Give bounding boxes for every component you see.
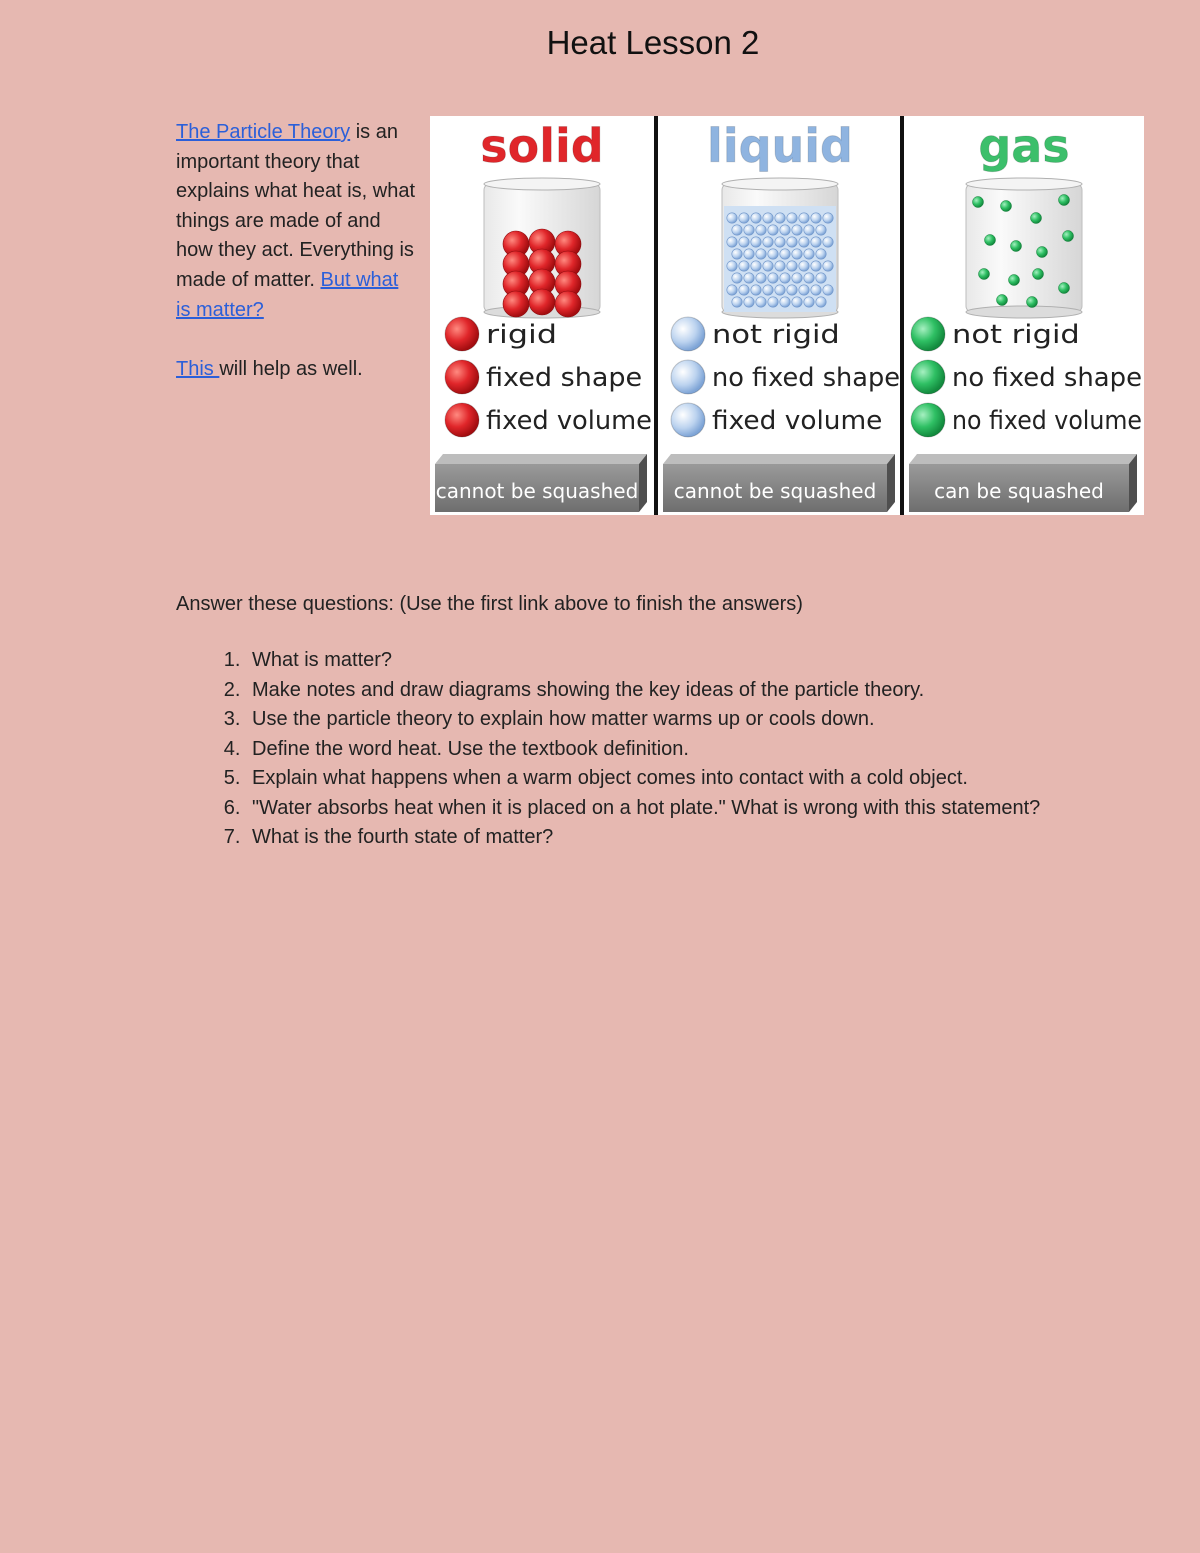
particle-icon bbox=[529, 289, 555, 315]
particle-icon bbox=[732, 249, 742, 259]
particle-icon bbox=[768, 249, 778, 259]
liquid-dot-icon bbox=[671, 360, 705, 394]
gas-heading: gas bbox=[978, 119, 1070, 173]
particle-icon bbox=[1011, 241, 1022, 252]
solid-property: fixed volume bbox=[486, 406, 652, 436]
gas-footer: can be squashed bbox=[934, 479, 1104, 503]
particle-icon bbox=[780, 249, 790, 259]
gas-property: not rigid bbox=[952, 320, 1080, 350]
particle-icon bbox=[1037, 247, 1048, 258]
particle-icon bbox=[811, 261, 821, 271]
gas-dot-icon bbox=[911, 360, 945, 394]
particle-icon bbox=[1031, 213, 1042, 224]
particle-icon bbox=[1027, 297, 1038, 308]
particle-icon bbox=[780, 297, 790, 307]
column-divider bbox=[654, 116, 658, 515]
particle-icon bbox=[739, 285, 749, 295]
liquid-property: not rigid bbox=[712, 320, 840, 350]
particle-icon bbox=[739, 213, 749, 223]
particle-icon bbox=[763, 237, 773, 247]
particle-icon bbox=[811, 213, 821, 223]
particle-icon bbox=[727, 261, 737, 271]
particle-icon bbox=[799, 285, 809, 295]
particle-icon bbox=[799, 213, 809, 223]
questions-lead: Answer these questions: (Use the first link above to finish the answers) bbox=[176, 593, 803, 615]
beaker-icon bbox=[722, 178, 838, 318]
particle-icon bbox=[1033, 269, 1044, 280]
what-is-matter-link[interactable]: But what is matter? bbox=[176, 268, 399, 321]
particle-icon bbox=[792, 249, 802, 259]
intro-text bbox=[176, 118, 416, 385]
particle-icon bbox=[751, 285, 761, 295]
particle-icon bbox=[985, 235, 996, 246]
particle-icon bbox=[732, 297, 742, 307]
solid-column bbox=[435, 119, 652, 512]
footer-bar bbox=[639, 454, 647, 512]
particle-icon bbox=[804, 273, 814, 283]
particle-icon bbox=[727, 213, 737, 223]
particle-icon bbox=[1059, 195, 1070, 206]
particle-icon bbox=[756, 273, 766, 283]
particle-icon bbox=[792, 273, 802, 283]
question-item: 1. What is matter? bbox=[246, 646, 1136, 676]
particle-icon bbox=[732, 225, 742, 235]
particle-icon bbox=[816, 297, 826, 307]
particle-icon bbox=[775, 237, 785, 247]
particle-icon bbox=[744, 297, 754, 307]
particle-icon bbox=[973, 197, 984, 208]
footer-bar bbox=[909, 454, 1137, 464]
particle-icon bbox=[732, 273, 742, 283]
particle-icon bbox=[823, 213, 833, 223]
particle-icon bbox=[555, 291, 581, 317]
particle-icon bbox=[816, 249, 826, 259]
particle-icon bbox=[823, 237, 833, 247]
particle-icon bbox=[727, 237, 737, 247]
particle-icon bbox=[823, 285, 833, 295]
particle-icon bbox=[997, 295, 1008, 306]
particle-icon bbox=[816, 225, 826, 235]
particle-icon bbox=[744, 249, 754, 259]
footer-bar bbox=[887, 454, 895, 512]
particle-icon bbox=[823, 261, 833, 271]
question-item: 7. What is the fourth state of matter? bbox=[246, 823, 1136, 853]
particle-icon bbox=[1059, 283, 1070, 294]
gas-property: no fixed shape bbox=[952, 363, 1142, 393]
particle-icon bbox=[739, 261, 749, 271]
particle-icon bbox=[787, 213, 797, 223]
particle-icon bbox=[787, 261, 797, 271]
gas-dot-icon bbox=[911, 403, 945, 437]
footer-bar bbox=[663, 454, 895, 464]
particle-icon bbox=[804, 249, 814, 259]
particle-icon bbox=[787, 285, 797, 295]
particle-icon bbox=[756, 249, 766, 259]
liquid-dot-icon bbox=[671, 403, 705, 437]
questions-section bbox=[176, 590, 1136, 853]
particle-icon bbox=[787, 237, 797, 247]
particle-icon bbox=[751, 213, 761, 223]
particle-icon bbox=[768, 273, 778, 283]
particle-icon bbox=[979, 269, 990, 280]
solid-heading: solid bbox=[480, 119, 604, 173]
particle-icon bbox=[763, 213, 773, 223]
particle-icon bbox=[751, 237, 761, 247]
particle-icon bbox=[775, 285, 785, 295]
solid-dot-icon bbox=[445, 403, 479, 437]
particle-icon bbox=[763, 261, 773, 271]
beaker-icon bbox=[966, 178, 1082, 318]
particle-icon bbox=[756, 297, 766, 307]
liquid-property: no fixed shape bbox=[712, 363, 900, 393]
question-item: 2. Make notes and draw diagrams showing the key ideas of the particle theory. bbox=[246, 676, 1136, 706]
question-item: 3. Use the particle theory to explain how matter warms up or cools down. bbox=[246, 705, 1136, 735]
particle-icon bbox=[739, 237, 749, 247]
question-item: 4. Define the word heat. Use the textbook definition. bbox=[246, 735, 1136, 765]
particle-icon bbox=[756, 225, 766, 235]
particle-icon bbox=[792, 297, 802, 307]
particle-icon bbox=[804, 297, 814, 307]
particle-theory-link[interactable]: The Particle Theory bbox=[176, 121, 351, 143]
solid-dot-icon bbox=[445, 317, 479, 351]
gas-property: no fixed volume bbox=[952, 406, 1142, 436]
liquid-dot-icon bbox=[671, 317, 705, 351]
particle-icon bbox=[775, 261, 785, 271]
page-title: Heat Lesson 2 bbox=[546, 24, 760, 61]
footer-bar bbox=[435, 454, 647, 464]
question-item: 5. Explain what happens when a warm object comes into contact with a cold object. bbox=[246, 764, 1136, 794]
solid-property: fixed shape bbox=[486, 363, 643, 393]
particle-icon bbox=[816, 273, 826, 283]
solid-footer: cannot be squashed bbox=[435, 479, 639, 503]
gas-column bbox=[909, 119, 1142, 512]
intro-text-2: will help as well. bbox=[219, 358, 363, 381]
gas-dot-icon bbox=[911, 317, 945, 351]
solid-dot-icon bbox=[445, 360, 479, 394]
footer-bar bbox=[1129, 454, 1137, 512]
particle-icon bbox=[780, 225, 790, 235]
intro-text-1: is an important theory that explains what heat is, what things are made of and how they act. Everything is made of matter. bbox=[176, 121, 416, 291]
particle-icon bbox=[744, 225, 754, 235]
liquid-property: fixed volume bbox=[712, 406, 883, 436]
particle-icon bbox=[799, 261, 809, 271]
particle-icon bbox=[768, 297, 778, 307]
particle-icon bbox=[503, 291, 529, 317]
states-of-matter-image bbox=[430, 116, 1144, 515]
liquid-heading: liquid bbox=[707, 119, 853, 173]
particle-icon bbox=[811, 285, 821, 295]
beaker-icon bbox=[484, 178, 600, 318]
particle-icon bbox=[727, 285, 737, 295]
intro-paragraph-2 bbox=[176, 355, 416, 385]
particle-icon bbox=[804, 225, 814, 235]
solid-property: rigid bbox=[486, 320, 557, 350]
this-link[interactable]: This bbox=[176, 358, 220, 381]
liquid-column bbox=[663, 119, 900, 512]
particle-icon bbox=[751, 261, 761, 271]
question-item: 6. "Water absorbs heat when it is placed on a hot plate." What is wrong with this statement? bbox=[246, 794, 1136, 824]
particle-icon bbox=[799, 237, 809, 247]
particle-icon bbox=[744, 273, 754, 283]
particle-icon bbox=[1009, 275, 1020, 286]
questions-list bbox=[176, 646, 1136, 853]
intro-paragraph bbox=[176, 118, 416, 325]
particle-icon bbox=[792, 225, 802, 235]
particle-icon bbox=[1001, 201, 1012, 212]
particle-icon bbox=[768, 225, 778, 235]
particle-icon bbox=[780, 273, 790, 283]
particle-icon bbox=[1063, 231, 1074, 242]
particle-icon bbox=[811, 237, 821, 247]
particle-icon bbox=[775, 213, 785, 223]
states-of-matter-diagram bbox=[430, 116, 1144, 515]
column-divider bbox=[900, 116, 904, 515]
liquid-footer: cannot be squashed bbox=[673, 479, 877, 503]
particle-icon bbox=[763, 285, 773, 295]
